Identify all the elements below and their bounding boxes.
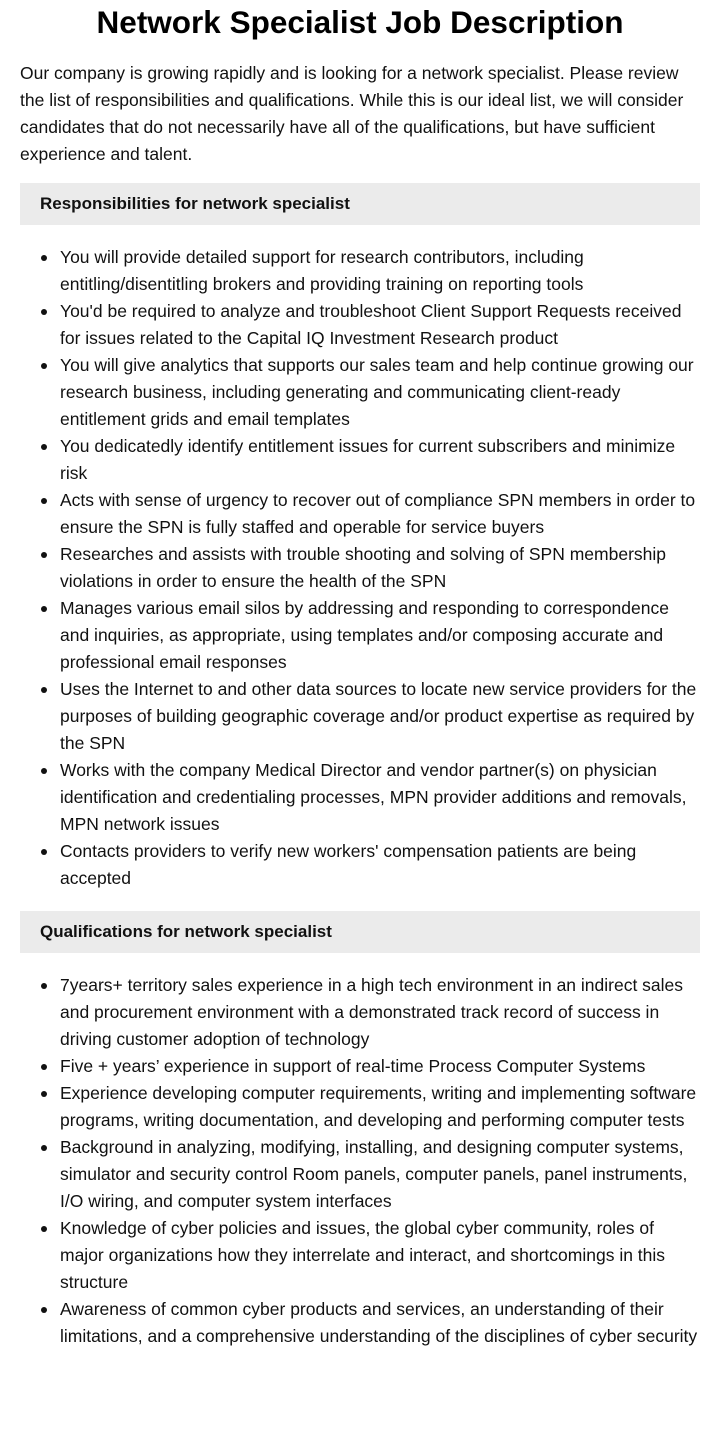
responsibility-item: Manages various email silos by addressing and responding to correspondence and inquiries, as appropriate, using templates and/or composing accurate and professional email responses [60,595,700,676]
responsibility-item: You dedicatedly identify entitlement issues for current subscribers and minimize risk [60,433,700,487]
qualification-item: Background in analyzing, modifying, installing, and designing computer systems, simulator and security control Room panels, computer panels, panel instruments, I/O wiring, and computer system interfaces [60,1134,700,1215]
responsibility-item: You'd be required to analyze and troubleshoot Client Support Requests received for issues related to the Capital IQ Investment Research product [60,298,700,352]
responsibility-item: Works with the company Medical Director and vendor partner(s) on physician identification and credentialing processes, MPN provider additions and removals, MPN network issues [60,757,700,838]
qualifications-list [20,972,700,1350]
qualifications-heading: Qualifications for network specialist [20,911,700,953]
qualification-item: Knowledge of cyber policies and issues, the global cyber community, roles of major organizations how they interrelate and interact, and shortcomings in this structure [60,1215,700,1296]
responsibility-item: You will give analytics that supports our sales team and help continue growing our research business, including generating and communicating client-ready entitlement grids and email templates [60,352,700,433]
responsibility-item: You will provide detailed support for research contributors, including entitling/disentitling brokers and providing training on reporting tools [60,244,700,298]
qualification-item: Experience developing computer requirements, writing and implementing software programs, writing documentation, and developing and performing computer tests [60,1080,700,1134]
responsibility-item: Uses the Internet to and other data sources to locate new service providers for the purposes of building geographic coverage and/or product expertise as required by the SPN [60,676,700,757]
page-title: Network Specialist Job Description [96,4,624,40]
qualification-item: Five + years’ experience in support of real-time Process Computer Systems [60,1053,700,1080]
responsibilities-heading: Responsibilities for network specialist [20,183,700,225]
qualification-item: Awareness of common cyber products and services, an understanding of their limitations, and a comprehensive understanding of the disciplines of cyber security [60,1296,700,1350]
intro-paragraph: Our company is growing rapidly and is looking for a network specialist. Please review the list of responsibilities and qualifications. While this is our ideal list, we will consider candidates that do not necessarily have all of the qualifications, but have sufficient experience and talent. [20,63,684,164]
qualification-item: 7years+ territory sales experience in a high tech environment in an indirect sales and procurement environment with a demonstrated track record of success in driving customer adoption of technology [60,972,700,1053]
responsibility-item: Contacts providers to verify new workers' compensation patients are being accepted [60,838,700,892]
responsibility-item: Acts with sense of urgency to recover out of compliance SPN members in order to ensure the SPN is fully staffed and operable for service buyers [60,487,700,541]
responsibilities-list [20,244,700,892]
responsibility-item: Researches and assists with trouble shooting and solving of SPN membership violations in order to ensure the health of the SPN [60,541,700,595]
